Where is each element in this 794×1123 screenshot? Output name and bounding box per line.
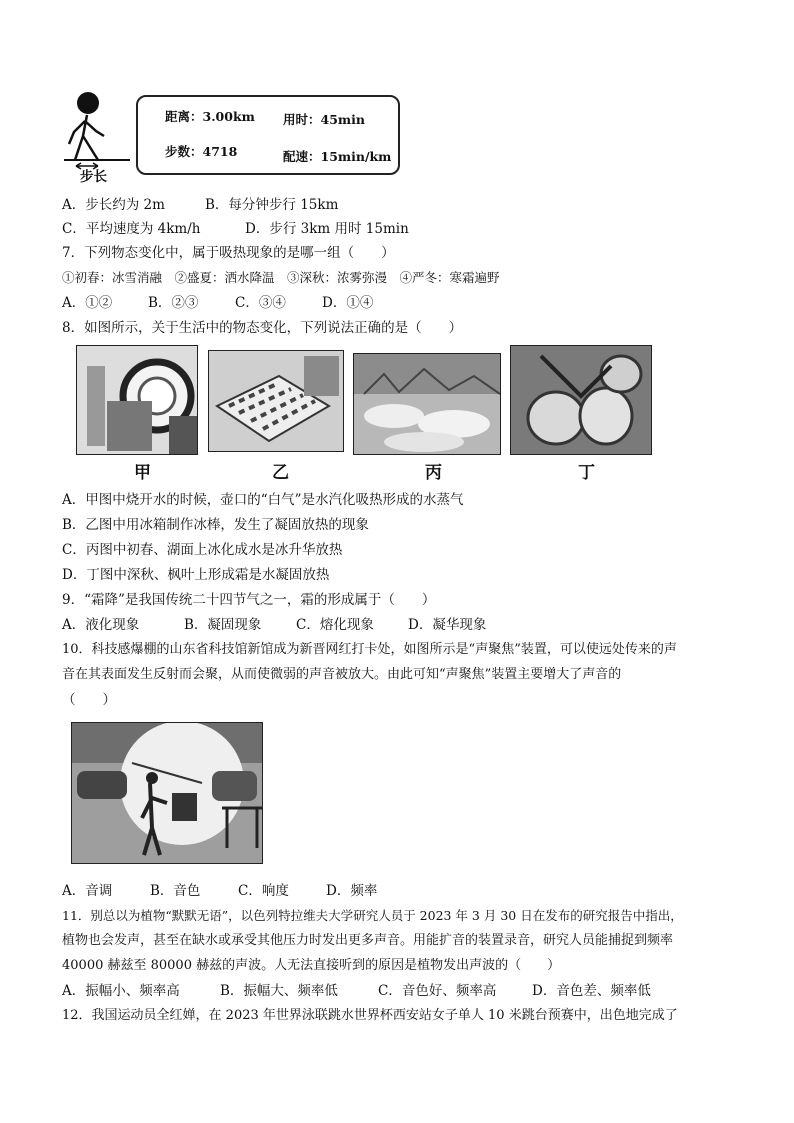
q7-stem: 7．下列物态变化中，属于吸热现象的是哪一组（ ） — [62, 245, 395, 261]
walker-body — [69, 115, 104, 160]
q9-stem: 9．“霜降”是我国传统二十四节气之一，霜的形成属于（ ） — [62, 592, 436, 608]
sound-focus-photo — [71, 722, 263, 864]
photo-jia — [76, 345, 198, 455]
q10-option-b: B．音色 — [150, 883, 201, 899]
q8-stem: 8．如图所示，关于生活中的物态变化，下列说法正确的是（ ） — [62, 320, 463, 336]
q11-line3: 40000 赫兹至 80000 赫兹的声波。人无法直接听到的原因是植物发出声波的（ ） — [62, 958, 561, 973]
q10-line2: 音在其表面发生反射而会聚，从而使微弱的声音被放大。由此可知“声聚焦”装置主要增大了声音的 — [62, 667, 622, 682]
distance-readout: 距离：3.00km — [165, 109, 255, 124]
q6-option-c: C．平均速度为 4km/h — [62, 221, 201, 237]
q9-option-c: C．熔化现象 — [296, 617, 374, 633]
q7-option-b: B．②③ — [148, 295, 199, 311]
caption-ding: 丁 — [578, 463, 595, 483]
q8-option-d: D．丁图中深秋、枫叶上形成霜是水凝固放热 — [62, 567, 330, 583]
q10-option-d: D．频率 — [326, 883, 378, 899]
q10-line3: （ ） — [62, 692, 116, 708]
steps-readout: 步数：4718 — [165, 144, 238, 159]
caption-yi: 乙 — [272, 463, 289, 483]
q11-option-b: B．振幅大、频率低 — [220, 983, 338, 999]
caption-jia: 甲 — [134, 463, 151, 483]
q9-option-a: A．液化现象 — [62, 617, 140, 633]
photo-bing — [353, 353, 501, 455]
pace-readout: 配速：15min/km — [283, 149, 392, 164]
time-readout: 用时：45min — [283, 112, 365, 127]
q9-option-b: B．凝固现象 — [184, 617, 262, 633]
q9-option-d: D．凝华现象 — [408, 617, 487, 633]
q6-option-b: B．每分钟步行 15km — [205, 197, 339, 213]
q11-line2: 植物也会发声，甚至在缺水或承受其他压力时发出更多声音。用能扩音的装置录音，研究人员能捕捉到频率 — [62, 933, 674, 948]
q11-line1: 11．别总以为植物“默默无语”，以色列特拉维夫大学研究人员于 2023 年 3 月 30 日在发布的研究报告中指出， — [62, 908, 683, 923]
q10-option-c: C．响度 — [238, 883, 289, 899]
q7-option-d: D．①④ — [322, 295, 374, 311]
q6-option-a: A．步长约为 2m — [62, 197, 165, 213]
q10-line1: 10．科技感爆棚的山东省科技馆新馆成为新晋网红打卡处，如图所示是“声聚焦”装置，可以使远处传来的声 — [62, 642, 677, 657]
q6-option-d: D．步行 3km 用时 15min — [245, 221, 409, 237]
q11-option-a: A．振幅小、频率高 — [62, 983, 180, 999]
caption-bing: 丙 — [425, 463, 442, 483]
photo-yi — [208, 350, 344, 452]
q10-option-a: A．音调 — [62, 883, 113, 899]
q11-option-c: C．音色好、频率高 — [378, 983, 497, 999]
walker-head — [77, 92, 99, 114]
q8-option-b: B．乙图中用冰箱制作冰棒，发生了凝固放热的现象 — [62, 517, 369, 533]
q11-option-d: D．音色差、频率低 — [532, 983, 651, 999]
q7-option-a: A．①② — [62, 295, 113, 311]
q8-option-a: A．甲图中烧开水的时候，壶口的“白气”是水汽化吸热形成的水蒸气 — [62, 492, 464, 508]
q7-items: ①初春：冰雪消融 ②盛夏：洒水降温 ③深秋：浓雾弥漫 ④严冬：寒霜遍野 — [62, 270, 500, 285]
q7-option-c: C．③④ — [235, 295, 286, 311]
q12-line1: 12．我国运动员全红婵，在 2023 年世界泳联跳水世界杯西安站女子单人 10 米跳台预赛中，出色地完成了 — [62, 1008, 678, 1023]
q8-option-c: C．丙图中初春、湖面上冰化成水是冰升华放热 — [62, 542, 343, 558]
step-length-label: 步长 — [80, 169, 107, 185]
photo-ding — [510, 345, 652, 455]
